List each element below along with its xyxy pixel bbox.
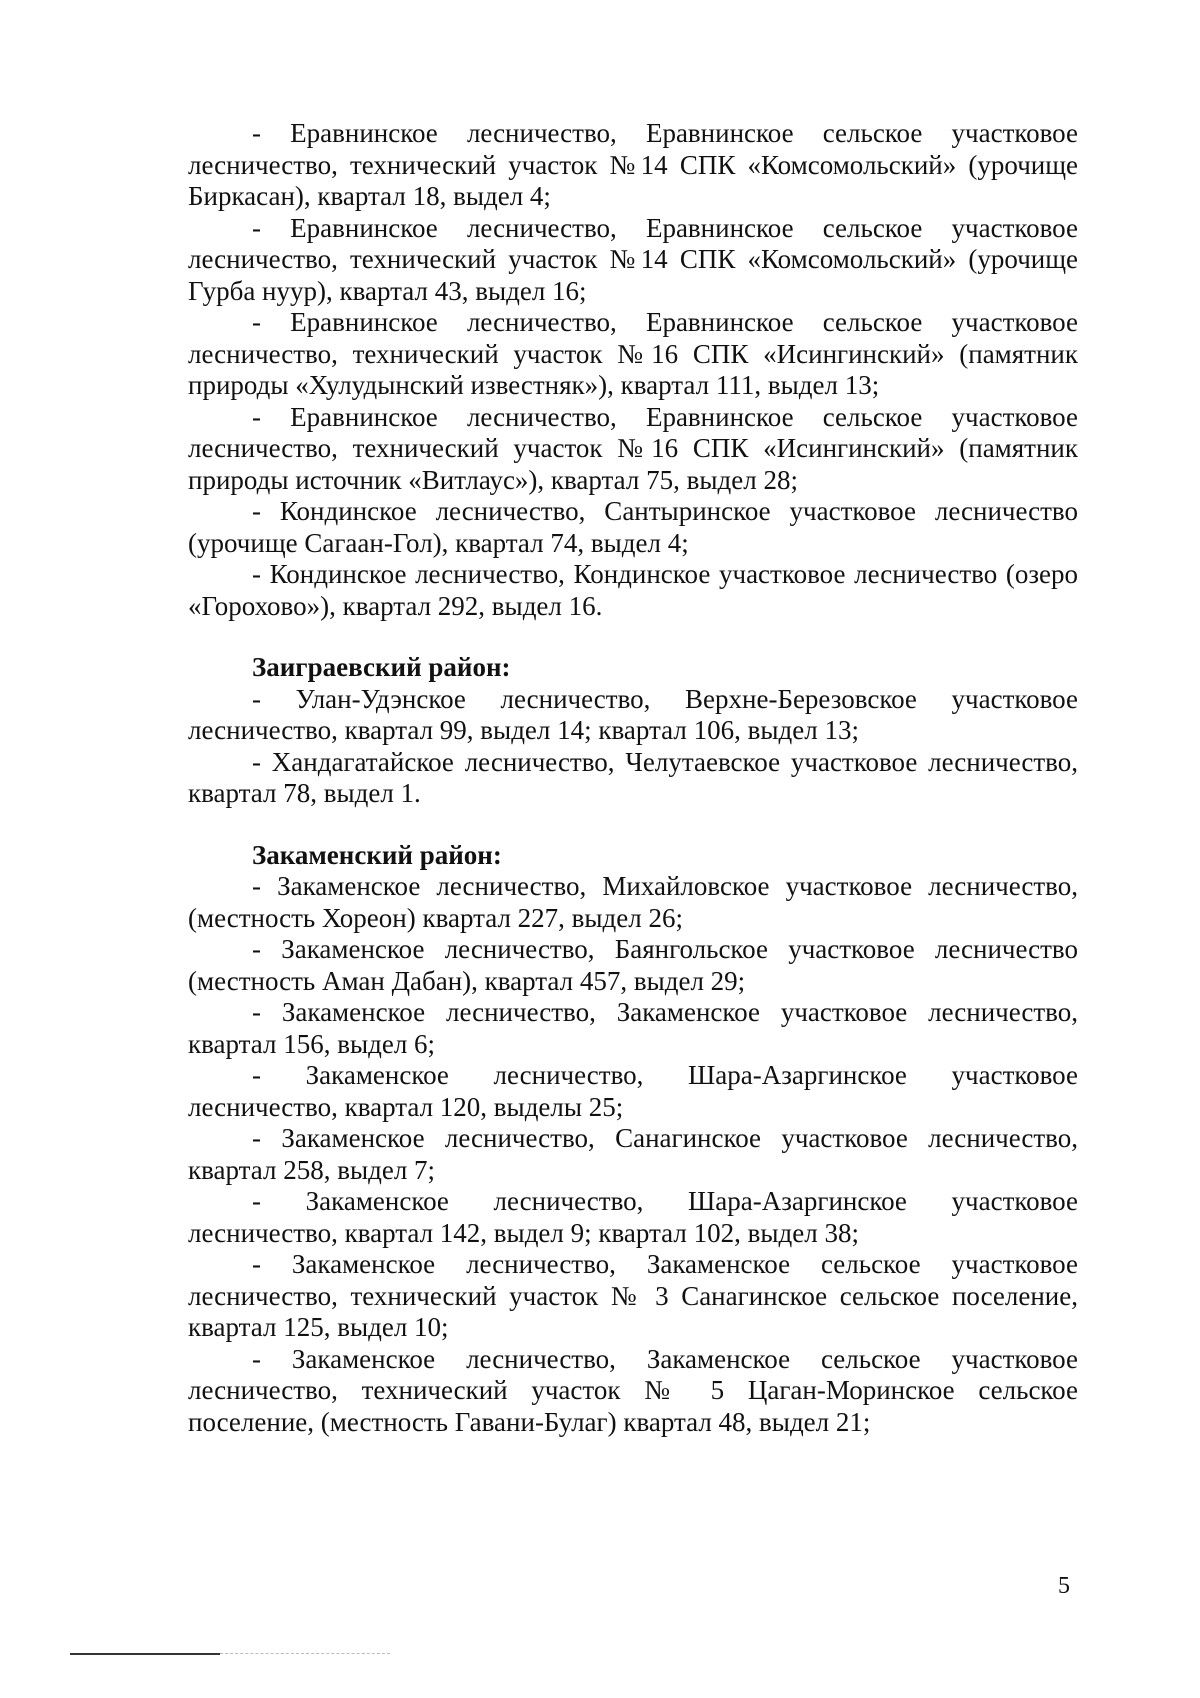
list-item: - Закаменское лесничество, Закаменское сельское участковое лесничество, технический участок № 3 Санагинское сельское поселение, квартал 125, выдел 10; — [188, 1249, 1078, 1342]
list-item: - Закаменское лесничество, Закаменское участковое лесничество, квартал 156, выдел 6; — [188, 997, 1078, 1059]
list-item: - Закаменское лесничество, Санагинское участковое лесничество, квартал 258, выдел 7; — [188, 1123, 1078, 1185]
list-item: - Улан-Удэнское лесничество, Верхне-Березовское участковое лесничество, квартал 99, выдел 14; квартал 106, выдел 13; — [188, 683, 1078, 745]
list-item: - Еравнинское лесничество, Еравнинское сельское участковое лесничество, технический участок №16 СПК «Исингинский» (памятник природы «Хулудынский известняк»), квартал 111, выдел 13; — [188, 307, 1078, 400]
document-body — [188, 118, 1078, 1438]
section-heading: Заиграевский район: — [252, 652, 511, 682]
forestry-list-eravna-kondinsk — [188, 118, 1078, 622]
footer-rule — [70, 1653, 220, 1655]
page-number: 5 — [1058, 1573, 1070, 1599]
list-item: - Закаменское лесничество, Михайловское участковое лесничество, (местность Хореон) квартал 227, выдел 26; — [188, 871, 1078, 933]
section-zakamensky — [188, 840, 1078, 1439]
list-item: - Кондинское лесничество, Сантыринское участковое лесничество (урочище Сагаан-Гол), квартал 74, выдел 4; — [188, 496, 1078, 558]
list-item: - Закаменское лесничество, Закаменское сельское участковое лесничество, технический участок № 5 Цаган-Моринское сельское поселение, (местность Гавани-Булаг) квартал 48, выдел 21; — [188, 1343, 1078, 1437]
section-heading: Закаменский район: — [252, 839, 502, 870]
list-item: - Еравнинское лесничество, Еравнинское сельское участковое лесничество, технический участок №14 СПК «Комсомольский» (урочище Гурба нуур), квартал 43, выдел 16; — [188, 212, 1078, 306]
list-item: - Закаменское лесничество, Шара-Азаргинское участковое лесничество, квартал 120, выделы 25; — [188, 1060, 1078, 1122]
list-item: - Закаменское лесничество, Баянгольское участковое лесничество (местность Аман Дабан), квартал 457, выдел 29; — [188, 934, 1078, 996]
list-item: - Еравнинское лесничество, Еравнинское сельское участковое лесничество, технический участок №16 СПК «Исингинский» (памятник природы источник «Витлаус»), квартал 75, выдел 28; — [188, 401, 1078, 495]
footer-rule-faint — [220, 1653, 390, 1655]
list-item: - Кондинское лесничество, Кондинское участковое лесничество (озеро «Горохово»), квартал 292, выдел 16. — [188, 559, 1078, 621]
list-item: - Хандагатайское лесничество, Челутаевское участковое лесничество, квартал 78, выдел 1. — [188, 746, 1078, 808]
list-item: - Еравнинское лесничество, Еравнинское сельское участковое лесничество, технический участок №14 СПК «Комсомольский» (урочище Биркасан), квартал 18, выдел 4; — [188, 118, 1078, 211]
list-item: - Закаменское лесничество, Шара-Азаргинское участковое лесничество, квартал 142, выдел 9; квартал 102, выдел 38; — [188, 1186, 1078, 1248]
section-zaigraevsky — [188, 652, 1078, 810]
